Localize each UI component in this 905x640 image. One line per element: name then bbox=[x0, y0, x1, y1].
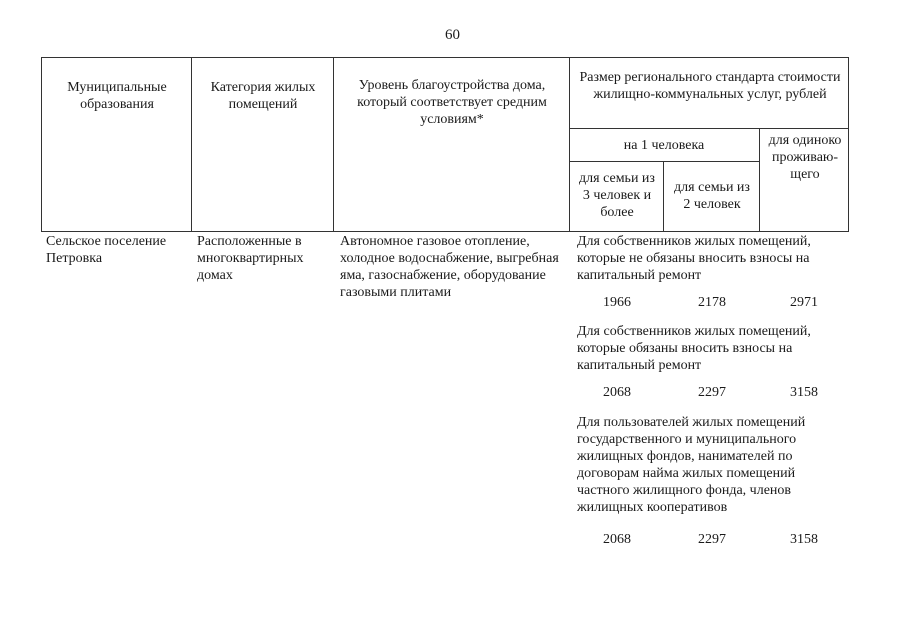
value-family3: 2068 bbox=[603, 532, 631, 547]
col-border bbox=[848, 57, 849, 232]
col-border bbox=[191, 57, 192, 232]
page-number: 60 bbox=[445, 27, 460, 43]
value-family3: 1966 bbox=[603, 295, 631, 310]
group-label: Для собственников жилых помещений, которые не обязаны вносить взносы на капитальный ремонт bbox=[577, 234, 811, 283]
table-header bbox=[41, 57, 849, 232]
group-label: Для собственников жилых помещений, которые обязаны вносить взносы на капитальный ремонт bbox=[577, 324, 811, 373]
header-family3: для семьи из 3 человек и более bbox=[579, 171, 655, 220]
value-family2: 2297 bbox=[698, 385, 726, 400]
row-municipality: Сельское поселение Петровка bbox=[46, 234, 167, 266]
header-standard: Размер регионального стандарта стоимости жилищно-коммунальных услуг, рублей bbox=[579, 70, 841, 102]
header-bottom-border bbox=[41, 231, 849, 232]
header-category: Категория жилых помещений bbox=[210, 80, 316, 112]
value-single: 3158 bbox=[790, 532, 818, 547]
header-family2: для семьи из 2 человек bbox=[674, 180, 750, 212]
col-border bbox=[333, 57, 334, 232]
row-level: Автономное газовое отопление, холодное водоснабжение, выгребная яма, газоснабжение, оборудование газовыми плитами bbox=[340, 234, 559, 300]
group-label: Для пользователей жилых помещений государственного и муниципального жилищных фондов, нанимателей по договорам найма жилых помещений частного жилищного фонда, членов жилищных кооперативов bbox=[577, 415, 806, 515]
header-municipality: Муниципальные образования bbox=[67, 80, 167, 112]
col-border bbox=[759, 128, 760, 232]
header-single: для одиноко проживаю-щего bbox=[768, 133, 842, 182]
value-single: 3158 bbox=[790, 385, 818, 400]
value-family2: 2297 bbox=[698, 532, 726, 547]
value-family2: 2178 bbox=[698, 295, 726, 310]
header-subrow-border bbox=[569, 128, 849, 129]
header-per-person: на 1 человека bbox=[623, 138, 705, 153]
value-family3: 2068 bbox=[603, 385, 631, 400]
col-border bbox=[663, 161, 664, 232]
header-top-border bbox=[41, 57, 849, 58]
col-border bbox=[569, 57, 570, 232]
header-per-person-border bbox=[569, 161, 759, 162]
col-border bbox=[41, 57, 42, 232]
value-single: 2971 bbox=[790, 295, 818, 310]
header-level: Уровень благоустройства дома, который соответствует средним условиям* bbox=[357, 78, 547, 127]
row-category: Расположенные в многоквартирных домах bbox=[197, 234, 304, 283]
